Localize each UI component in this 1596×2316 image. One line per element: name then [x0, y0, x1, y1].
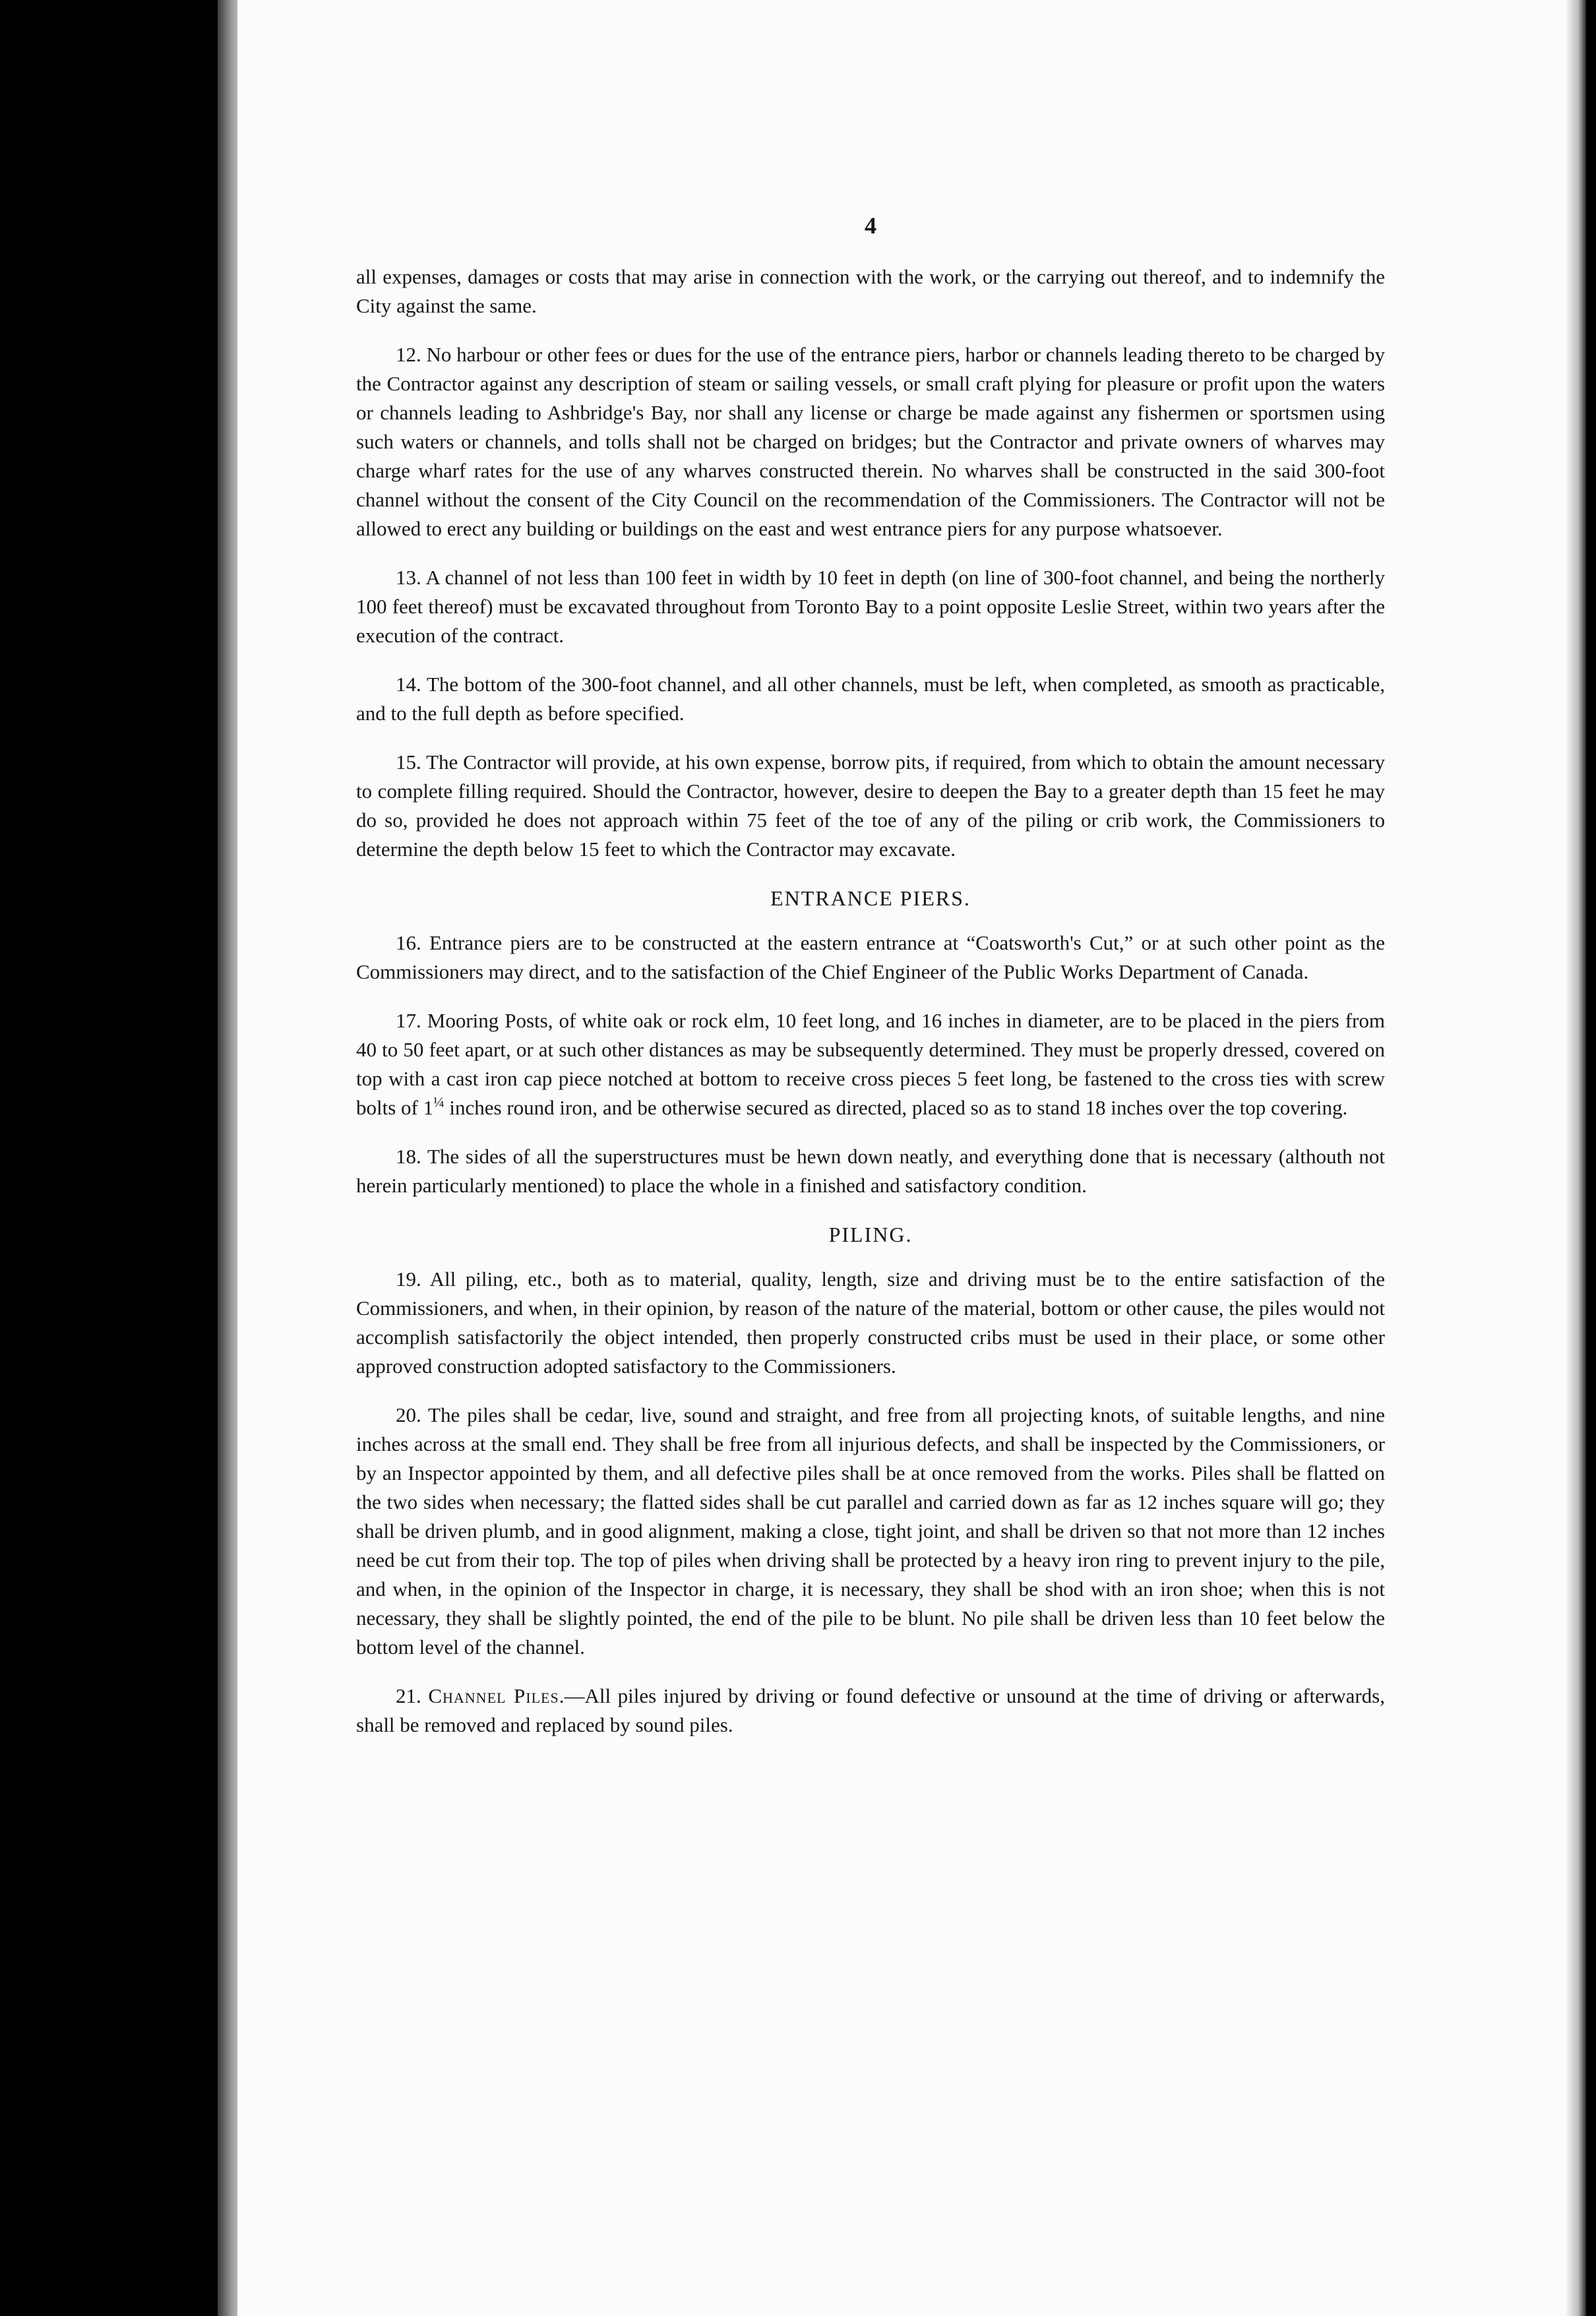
paragraph-13: 13. A channel of not less than 100 feet in width by 10 feet in depth (on line of 300-foot channel, and being the northerly 100 feet thereof) must be excavated throughout from Toronto Bay to a point opposite Leslie Street, within two years after the execution of the contract. — [356, 566, 1385, 647]
paragraph-21-caption: Channel Piles — [428, 1684, 559, 1707]
paragraph-21 — [356, 1682, 1385, 1740]
paragraph-12: 12. No harbour or other fees or dues for the use of the entrance piers, harbor or channels leading thereto to be charged by the Contractor against any description of steam or sailing vessels, or small craft plying for pleasure or profit upon the waters or channels leading to Ashbridge's Bay, nor shall any license or charge be made against any fishermen or sportsmen using such waters or channels, and tolls shall not be charged on bridges; but the Contractor and private owners of wharves may charge wharf rates for the use of any wharves constructed therein. No wharves shall be constructed in the said 300-foot channel without the consent of the City Council on the recommendation of the Commissioners. The Contractor will not be allowed to erect any building or buildings on the east and west entrance piers for any purpose whatsoever. — [356, 343, 1385, 540]
paragraph-17-part-a: 17. Mooring Posts, of white oak or rock elm, 10 feet long, and 16 inches in diameter, are to be placed in the piers from 40 to 50 feet apart, or at such other distances as may be subsequently determined. They must be properly dressed, covered on top with a cast iron cap piece notched at bottom to receive cross pieces 5 feet long, be fastened to the cross ties with screw bolts of 1 — [356, 1009, 1385, 1119]
paragraph-20: 20. The piles shall be cedar, live, sound and straight, and free from all projecting knots, of suitable lengths, and nine inches across at the small end. They shall be free from all injurious defects, and shall be inspected by the Commissioners, or by an Inspector appointed by them, and all defective piles shall be at once removed from the works. Piles shall be flatted on the two sides when necessary; the flatted sides shall be cut parallel and carried down as far as 12 inches square will go; they shall be driven plumb, and in good alignment, making a close, tight joint, and shall be driven so that not more than 12 inches need be cut from their top. The top of piles when driving shall be protected by a heavy iron ring to prevent injury to the pile, and when, in the opinion of the Inspector in charge, it is necessary, they shall be shod with an iron shoe; when this is not necessary, they shall be slightly pointed, the end of the pile to be blunt. No pile shall be driven less than 10 feet below the bottom level of the channel. — [356, 1403, 1385, 1659]
paragraph-21-number: 21. — [396, 1684, 429, 1707]
paragraph-15: 15. The Contractor will provide, at his own expense, borrow pits, if required, from which to obtain the amount necessary to complete filling required. Should the Contractor, however, desire to deepen the Bay to a greater depth than 15 feet he may do so, provided he does not approach within 75 feet of the toe of any of the piling or crib work, the Commissioners to determine the depth below 15 feet to which the Contractor may excavate. — [356, 750, 1385, 861]
paragraph-21-text: .—All piles injured by driving or found defective or unsound at the time of driving or afterwards, shall be removed and replaced by sound piles. — [356, 1684, 1385, 1736]
paragraph-18: 18. The sides of all the superstructures must be hewn down neatly, and everything done that is necessary (althouth not herein particularly mentioned) to place the whole in a finished and satisfactory condition. — [356, 1145, 1385, 1197]
heading-entrance-piers: ENTRANCE PIERS. — [770, 886, 971, 910]
paragraph-17-part-b: inches round iron, and be otherwise secured as directed, placed so as to stand 18 inches over the top covering. — [444, 1096, 1348, 1119]
paragraph-11-continued: all expenses, damages or costs that may arise in connection with the work, or the carrying out thereof, and to indemnify the City against the same. — [356, 265, 1385, 317]
page-edge-shadow — [1566, 0, 1586, 2316]
paragraph-19: 19. All piling, etc., both as to material, quality, length, size and driving must be to the entire satisfaction of the Commissioners, and when, in their opinion, by reason of the nature of the material, bottom or other cause, the piles would not accomplish satisfactorily the object intended, then properly constructed cribs must be used in their place, or some other approved construction adopted satisfactory to the Commissioners. — [356, 1267, 1385, 1378]
document-page — [356, 211, 1385, 1759]
heading-piling: PILING. — [828, 1223, 913, 1246]
paragraph-17 — [356, 1006, 1385, 1122]
page-number: 4 — [865, 212, 876, 239]
paragraph-17-fraction: ¼ — [433, 1093, 445, 1111]
paragraph-16: 16. Entrance piers are to be constructed at the eastern entrance at “Coatsworth's Cut,” or at such other point as the Commissioners may direct, and to the satisfaction of the Chief Engineer of the Public Works Department of Canada. — [356, 931, 1385, 983]
paragraph-14: 14. The bottom of the 300-foot channel, and all other channels, must be left, when completed, as smooth as practicable, and to the full depth as before specified. — [356, 673, 1385, 725]
